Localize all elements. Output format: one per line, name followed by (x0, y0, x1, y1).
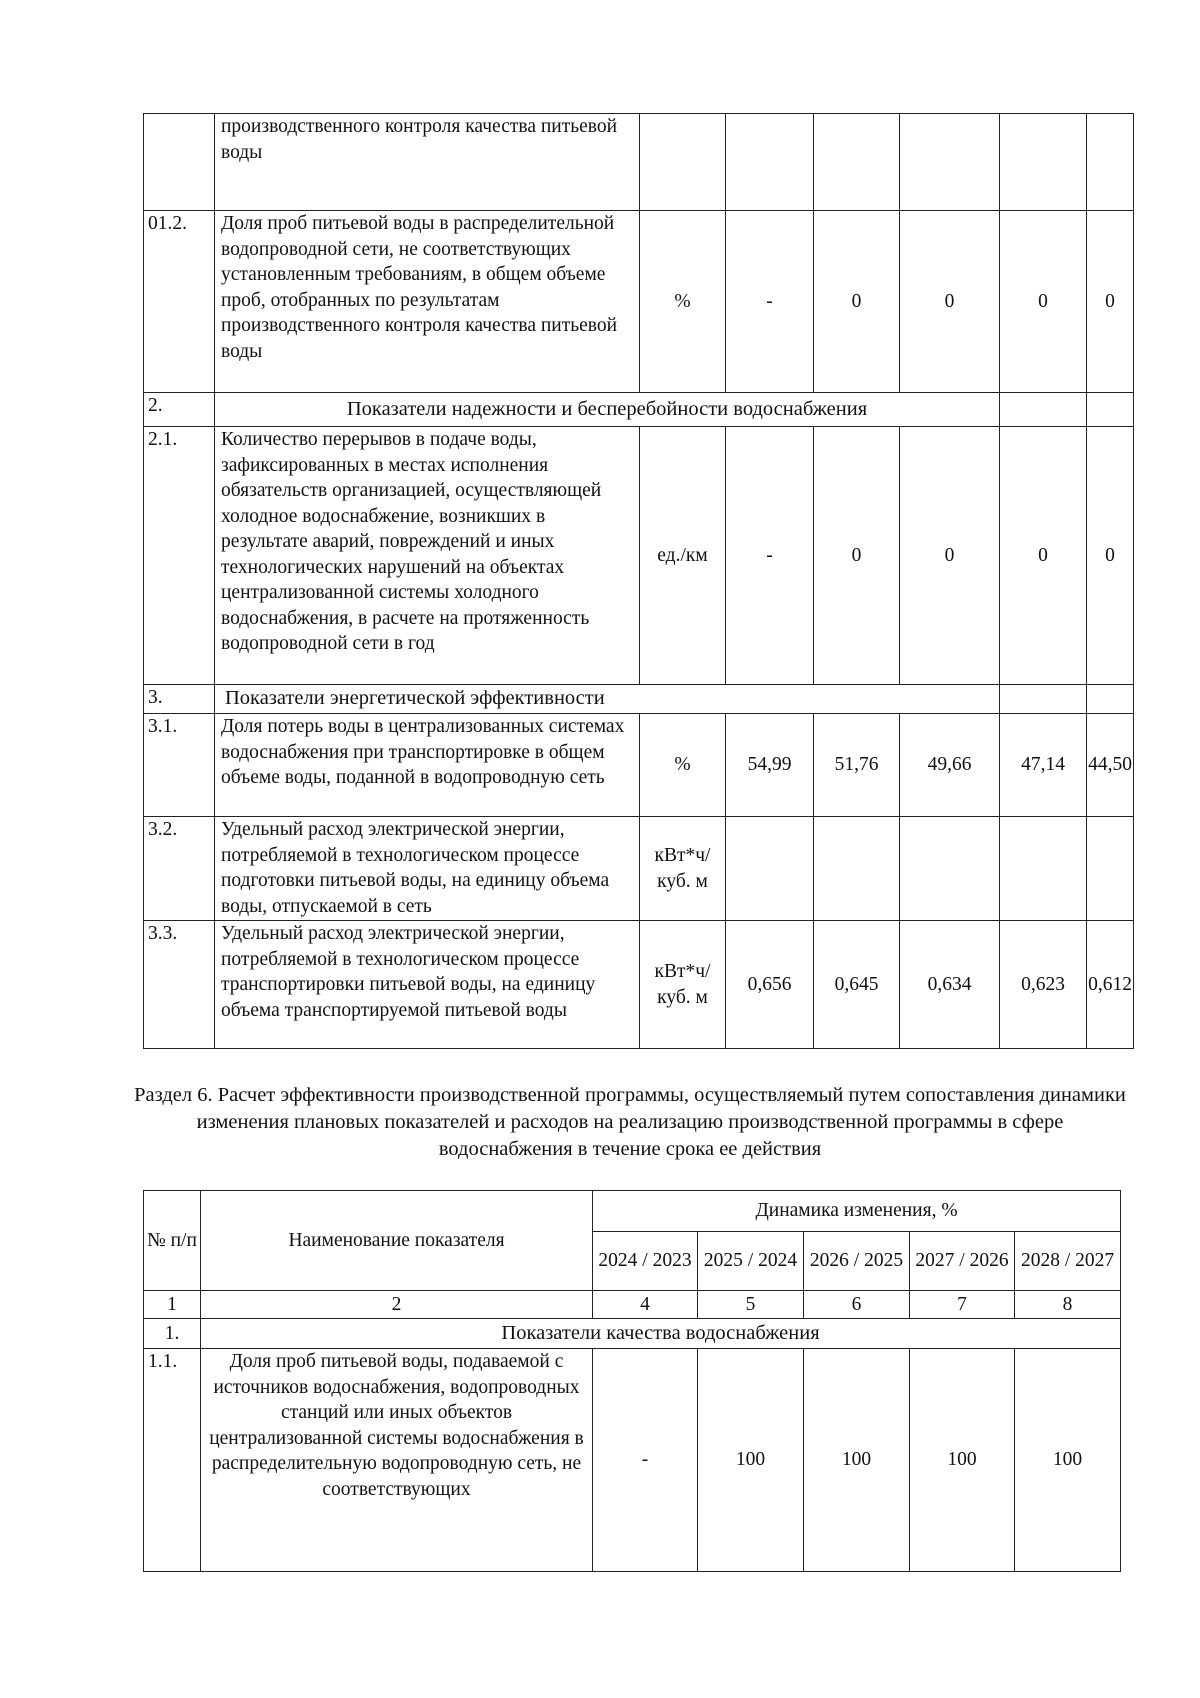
row-number: 1.1. (144, 1349, 201, 1572)
column-number-row (144, 1291, 1121, 1319)
header-year: 2027 / 2026 (910, 1232, 1015, 1291)
value-cell: 47,14 (1000, 714, 1087, 817)
indicator-name: Доля проб питьевой воды, подаваемой с источников водоснабжения, водопроводных станций или иных объектов централизованной системы водоснабжения в распределительную водопроводную сеть, не соответствующих (201, 1349, 593, 1572)
value-cell: 100 (910, 1349, 1015, 1572)
header-number: № п/п (144, 1191, 201, 1291)
row-number: 3.2. (144, 817, 215, 921)
header-year: 2028 / 2027 (1015, 1232, 1121, 1291)
indicators-table (143, 113, 1134, 1049)
value-cell (814, 114, 900, 211)
value-cell: 51,76 (814, 714, 900, 817)
section-row (144, 393, 1134, 427)
table-row (144, 714, 1134, 817)
empty-cell (1087, 685, 1134, 714)
value-cell (1000, 114, 1087, 211)
value-cell: 0 (814, 427, 900, 685)
value-cell: 0 (814, 211, 900, 393)
row-number: 3.1. (144, 714, 215, 817)
value-cell: 0,612 (1087, 921, 1134, 1049)
value-cell: - (726, 211, 814, 393)
row-number: 2.1. (144, 427, 215, 685)
value-cell: 0 (1087, 211, 1134, 393)
row-number: 2. (144, 393, 215, 427)
indicator-name: Доля потерь воды в централизованных системах водоснабжения при транспортировке в общем объеме воды, поданной в водопроводную сеть (215, 714, 640, 817)
header-year: 2024 / 2023 (593, 1232, 698, 1291)
indicator-name: производственного контроля качества питьевой воды (215, 114, 640, 211)
column-number: 6 (804, 1291, 910, 1319)
value-cell: 44,50 (1087, 714, 1134, 817)
value-cell (1000, 817, 1087, 921)
empty-cell (1000, 393, 1087, 427)
value-cell: 0,634 (900, 921, 1000, 1049)
value-cell: 54,99 (726, 714, 814, 817)
column-number: 4 (593, 1291, 698, 1319)
indicator-name: Удельный расход электрической энергии, потребляемой в технологическом процессе транспортировки питьевой воды, на единицу объема транспортируемой питьевой воды (215, 921, 640, 1049)
table-row (144, 114, 1134, 211)
value-cell: 0 (1000, 211, 1087, 393)
table-row (144, 211, 1134, 393)
unit-cell: кВт*ч/ куб. м (640, 921, 726, 1049)
unit-cell: кВт*ч/ куб. м (640, 817, 726, 921)
value-cell (726, 114, 814, 211)
value-cell: 49,66 (900, 714, 1000, 817)
header-year: 2025 / 2024 (698, 1232, 804, 1291)
row-number: 3. (144, 685, 215, 714)
column-number: 7 (910, 1291, 1015, 1319)
column-number: 1 (144, 1291, 201, 1319)
section-row (144, 1319, 1121, 1349)
table-row (144, 921, 1134, 1049)
header-year: 2026 / 2025 (804, 1232, 910, 1291)
row-number: 3.3. (144, 921, 215, 1049)
column-number: 8 (1015, 1291, 1121, 1319)
value-cell: - (726, 427, 814, 685)
value-cell (900, 817, 1000, 921)
value-cell (814, 817, 900, 921)
unit-cell: ед./км (640, 427, 726, 685)
dynamics-table (143, 1190, 1121, 1572)
row-number: 01.2. (144, 211, 215, 393)
value-cell: 0 (900, 427, 1000, 685)
section-6-title: Раздел 6. Расчет эффективности производственной программы, осуществляемый путем сопоставления динамики изменения плановых показателей и расходов на реализацию производственной программы в сфере водоснабжения в течение срока ее действия (134, 1084, 1126, 1160)
value-cell: 0 (900, 211, 1000, 393)
value-cell: 0 (1087, 427, 1134, 685)
column-number: 5 (698, 1291, 804, 1319)
value-cell: - (593, 1349, 698, 1572)
indicator-name: Доля проб питьевой воды в распределительной водопроводной сети, не соответствующих установленным требованиям, в общем объеме проб, отобранных по результатам производственного контроля качества питьевой воды (215, 211, 640, 393)
header-indicator-name: Наименование показателя (201, 1191, 593, 1291)
section-title: Показатели качества водоснабжения (201, 1319, 1121, 1349)
value-cell: 0,645 (814, 921, 900, 1049)
value-cell: 100 (698, 1349, 804, 1572)
table-row (144, 427, 1134, 685)
row-number (144, 114, 215, 211)
value-cell (1087, 114, 1134, 211)
value-cell: 0 (1000, 427, 1087, 685)
unit-cell (640, 114, 726, 211)
header-row (144, 1191, 1121, 1232)
indicator-name: Удельный расход электрической энергии, потребляемой в технологическом процессе подготовки питьевой воды, на единицу объема воды, отпускаемой в сеть (215, 817, 640, 921)
indicator-name: Количество перерывов в подаче воды, зафиксированных в местах исполнения обязательств организацией, осуществляющей холодное водоснабжение, возникших в результате аварий, повреждений и иных технологических нарушений на объектах централизованной системы холодного водоснабжения, в расчете на протяженность водопроводной сети в год (215, 427, 640, 685)
unit-cell: % (640, 714, 726, 817)
value-cell (1087, 817, 1134, 921)
row-number: 1. (144, 1319, 201, 1349)
table-row (144, 817, 1134, 921)
header-dynamics: Динамика изменения, % (593, 1191, 1121, 1232)
section-title: Показатели энергетической эффективности (215, 685, 1000, 714)
unit-cell: % (640, 211, 726, 393)
section-title: Показатели надежности и бесперебойности водоснабжения (215, 393, 1000, 427)
value-cell: 0,623 (1000, 921, 1087, 1049)
table-row (144, 1349, 1121, 1572)
column-number: 2 (201, 1291, 593, 1319)
section-row (144, 685, 1134, 714)
empty-cell (1087, 393, 1134, 427)
value-cell: 100 (1015, 1349, 1121, 1572)
value-cell (900, 114, 1000, 211)
value-cell (726, 817, 814, 921)
value-cell: 0,656 (726, 921, 814, 1049)
empty-cell (1000, 685, 1087, 714)
value-cell: 100 (804, 1349, 910, 1572)
